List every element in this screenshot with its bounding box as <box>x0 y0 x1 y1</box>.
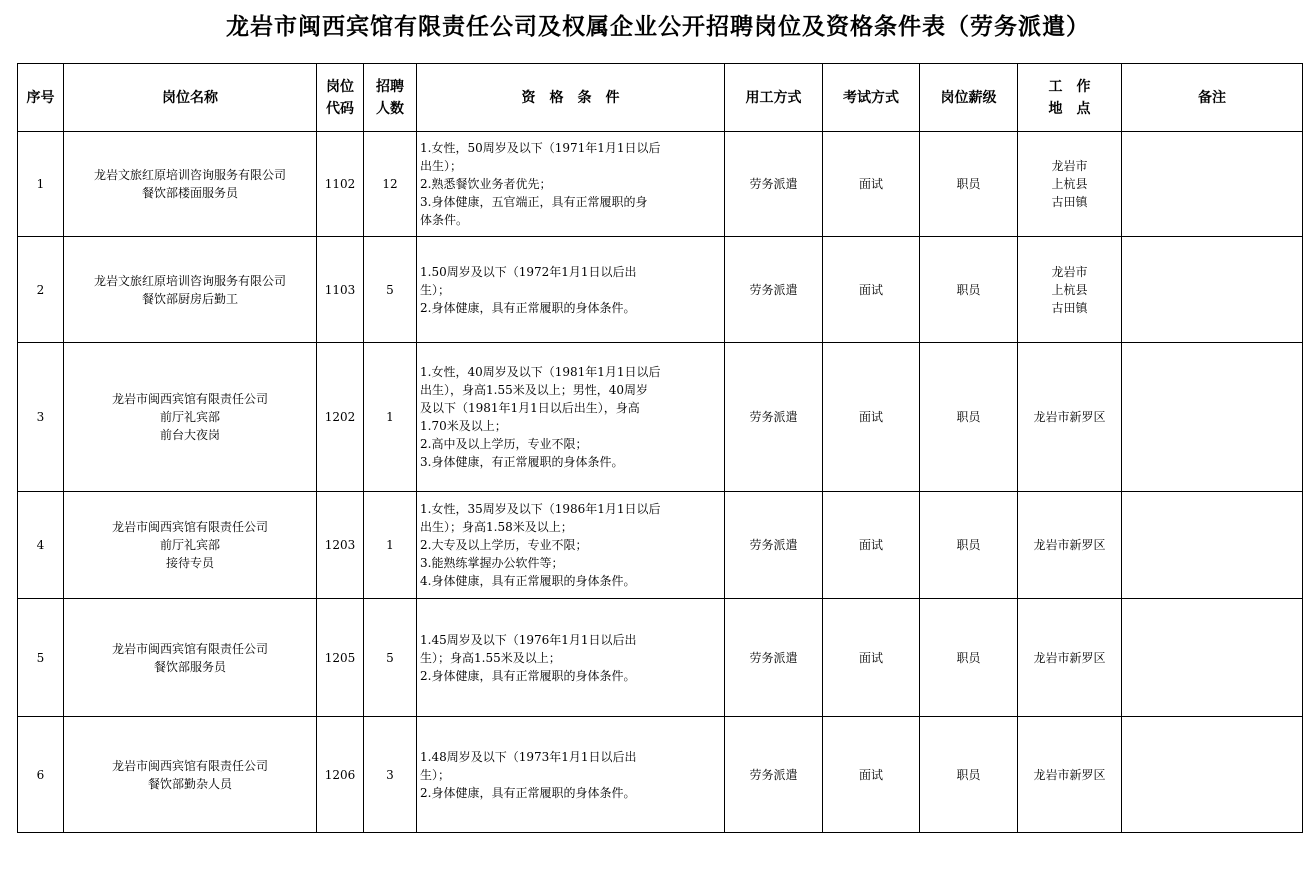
cell-salary: 职员 <box>920 492 1018 599</box>
cell-requirements-line: 2.熟悉餐饮业务者优先； <box>420 177 552 191</box>
cell-requirements-line: 3.能熟练掌握办公软件等； <box>420 556 564 570</box>
cell-position-line: 龙岩文旅红原培训咨询服务有限公司 <box>93 273 286 288</box>
recruitment-table <box>17 63 1303 833</box>
header-location: 工 作 地 点 <box>1018 64 1122 132</box>
cell-position-line: 龙岩市闽西宾馆有限责任公司 <box>111 641 268 656</box>
cell-requirements <box>417 132 725 237</box>
cell-requirements-line: 1.女性，50周岁及以下（1971年1月1日以后 <box>420 141 661 155</box>
cell-requirements-line: 2.高中及以上学历，专业不限； <box>420 437 588 451</box>
cell-code: 1103 <box>317 237 364 343</box>
cell-exam: 面试 <box>823 343 920 492</box>
cell-employment: 劳务派遣 <box>725 599 823 717</box>
cell-location <box>1018 343 1122 492</box>
cell-requirements-line: 出生），身高1.55米及以上；男性，40周岁 <box>420 383 648 397</box>
header-exam: 考试方式 <box>823 64 920 132</box>
header-position: 岗位名称 <box>64 64 317 132</box>
table-row <box>18 237 1303 343</box>
cell-requirements-line: 1.70米及以上； <box>420 419 507 433</box>
cell-salary: 职员 <box>920 237 1018 343</box>
cell-requirements <box>417 599 725 717</box>
cell-position <box>64 237 317 343</box>
cell-location-line: 古田镇 <box>1051 300 1088 315</box>
cell-location-line: 古田镇 <box>1051 195 1088 209</box>
cell-position-line: 接待专员 <box>165 556 214 570</box>
cell-requirements-line: 2.身体健康，具有正常履职的身体条件。 <box>420 668 636 683</box>
header-code: 岗位 代码 <box>317 64 364 132</box>
cell-requirements-line: 生）； <box>420 282 451 297</box>
cell-location-line: 龙岩市 <box>1051 159 1088 173</box>
table-row <box>18 132 1303 237</box>
cell-salary: 职员 <box>920 717 1018 833</box>
cell-position-line: 前厅礼宾部 <box>159 538 220 552</box>
cell-location-line: 龙岩市新罗区 <box>1033 650 1106 665</box>
header-count: 招聘 人数 <box>364 64 417 132</box>
cell-exam: 面试 <box>823 237 920 343</box>
cell-salary: 职员 <box>920 599 1018 717</box>
cell-requirements-line: 及以下（1981年1月1日以后出生），身高 <box>420 401 640 415</box>
cell-seq: 2 <box>18 237 64 343</box>
table-row <box>18 599 1303 717</box>
cell-requirements-line: 1.50周岁及以下（1972年1月1日以后出 <box>420 264 637 279</box>
cell-seq: 1 <box>18 132 64 237</box>
cell-position-line: 龙岩市闽西宾馆有限责任公司 <box>111 392 268 406</box>
cell-position-line: 龙岩市闽西宾馆有限责任公司 <box>111 520 268 534</box>
cell-location-line: 龙岩市新罗区 <box>1033 538 1106 552</box>
cell-exam: 面试 <box>823 599 920 717</box>
cell-location-line: 龙岩市新罗区 <box>1033 767 1106 782</box>
cell-exam: 面试 <box>823 132 920 237</box>
cell-requirements-line: 生）；身高1.55米及以上； <box>420 650 561 665</box>
cell-exam: 面试 <box>823 717 920 833</box>
cell-position-line: 龙岩市闽西宾馆有限责任公司 <box>111 758 268 773</box>
cell-requirements <box>417 717 725 833</box>
cell-position-line: 前台大夜岗 <box>159 428 220 442</box>
table-row <box>18 717 1303 833</box>
cell-location-line: 龙岩市 <box>1051 264 1088 279</box>
cell-requirements-line: 2.身体健康，具有正常履职的身体条件。 <box>420 300 636 315</box>
header-remarks: 备注 <box>1122 64 1303 132</box>
cell-requirements-line: 出生）； <box>420 159 463 173</box>
cell-remarks <box>1122 343 1303 492</box>
cell-code: 1202 <box>317 343 364 492</box>
cell-position-line: 龙岩文旅红原培训咨询服务有限公司 <box>93 168 286 182</box>
cell-seq: 5 <box>18 599 64 717</box>
cell-location <box>1018 237 1122 343</box>
cell-salary: 职员 <box>920 132 1018 237</box>
cell-requirements-line: 2.大专及以上学历，专业不限； <box>420 538 588 552</box>
cell-count: 1 <box>364 343 417 492</box>
cell-seq: 6 <box>18 717 64 833</box>
page-title: 龙岩市闽西宾馆有限责任公司及权属企业公开招聘岗位及资格条件表（劳务派遣） <box>226 13 1090 40</box>
table-row <box>18 492 1303 599</box>
cell-count: 3 <box>364 717 417 833</box>
cell-employment: 劳务派遣 <box>725 132 823 237</box>
cell-location <box>1018 492 1122 599</box>
cell-remarks <box>1122 492 1303 599</box>
header-seq: 序号 <box>18 64 64 132</box>
cell-count: 12 <box>364 132 417 237</box>
cell-code: 1203 <box>317 492 364 599</box>
cell-location-line: 龙岩市新罗区 <box>1033 410 1106 424</box>
cell-position-line: 前厅礼宾部 <box>159 410 220 424</box>
cell-location-line: 上杭县 <box>1051 177 1088 191</box>
cell-count: 5 <box>364 599 417 717</box>
cell-position-line: 餐饮部服务员 <box>153 659 226 674</box>
cell-requirements-line: 体条件。 <box>420 213 469 227</box>
cell-requirements-line: 2.身体健康，具有正常履职的身体条件。 <box>420 785 636 800</box>
cell-remarks <box>1122 599 1303 717</box>
cell-location <box>1018 599 1122 717</box>
cell-requirements <box>417 343 725 492</box>
cell-location-line: 上杭县 <box>1051 282 1088 297</box>
table-header-row <box>18 64 1303 132</box>
cell-remarks <box>1122 132 1303 237</box>
cell-position <box>64 717 317 833</box>
cell-requirements-line: 生）； <box>420 767 451 782</box>
cell-code: 1205 <box>317 599 364 717</box>
table-body <box>18 132 1303 833</box>
cell-count: 1 <box>364 492 417 599</box>
cell-position <box>64 492 317 599</box>
cell-requirements-line: 4.身体健康，具有正常履职的身体条件。 <box>420 574 636 588</box>
cell-salary: 职员 <box>920 343 1018 492</box>
cell-location <box>1018 717 1122 833</box>
cell-seq: 4 <box>18 492 64 599</box>
cell-employment: 劳务派遣 <box>725 343 823 492</box>
cell-position-line: 餐饮部楼面服务员 <box>141 186 238 200</box>
cell-employment: 劳务派遣 <box>725 492 823 599</box>
table-row <box>18 343 1303 492</box>
header-employment: 用工方式 <box>725 64 823 132</box>
cell-requirements-line: 1.48周岁及以下（1973年1月1日以后出 <box>420 749 637 764</box>
cell-requirements-line: 1.女性，40周岁及以下（1981年1月1日以后 <box>420 365 661 379</box>
cell-requirements <box>417 492 725 599</box>
cell-code: 1102 <box>317 132 364 237</box>
cell-requirements-line: 1.女性，35周岁及以下（1986年1月1日以后 <box>420 502 661 516</box>
cell-employment: 劳务派遣 <box>725 717 823 833</box>
cell-position <box>64 599 317 717</box>
cell-code: 1206 <box>317 717 364 833</box>
cell-exam: 面试 <box>823 492 920 599</box>
header-requirements: 资 格 条 件 <box>417 64 725 132</box>
cell-requirements-line: 出生）；身高1.58米及以上； <box>420 520 573 534</box>
cell-position <box>64 132 317 237</box>
cell-position-line: 餐饮部勤杂人员 <box>147 776 232 791</box>
cell-count: 5 <box>364 237 417 343</box>
cell-requirements-line: 3.身体健康，有正常履职的身体条件。 <box>420 455 624 469</box>
cell-position-line: 餐饮部厨房后勤工 <box>141 291 238 306</box>
cell-requirements-line: 3.身体健康，五官端正，具有正常履职的身 <box>420 195 648 209</box>
cell-position <box>64 343 317 492</box>
cell-remarks <box>1122 237 1303 343</box>
cell-requirements <box>417 237 725 343</box>
cell-seq: 3 <box>18 343 64 492</box>
cell-remarks <box>1122 717 1303 833</box>
cell-employment: 劳务派遣 <box>725 237 823 343</box>
cell-location <box>1018 132 1122 237</box>
cell-requirements-line: 1.45周岁及以下（1976年1月1日以后出 <box>420 632 637 647</box>
header-salary: 岗位薪级 <box>920 64 1018 132</box>
